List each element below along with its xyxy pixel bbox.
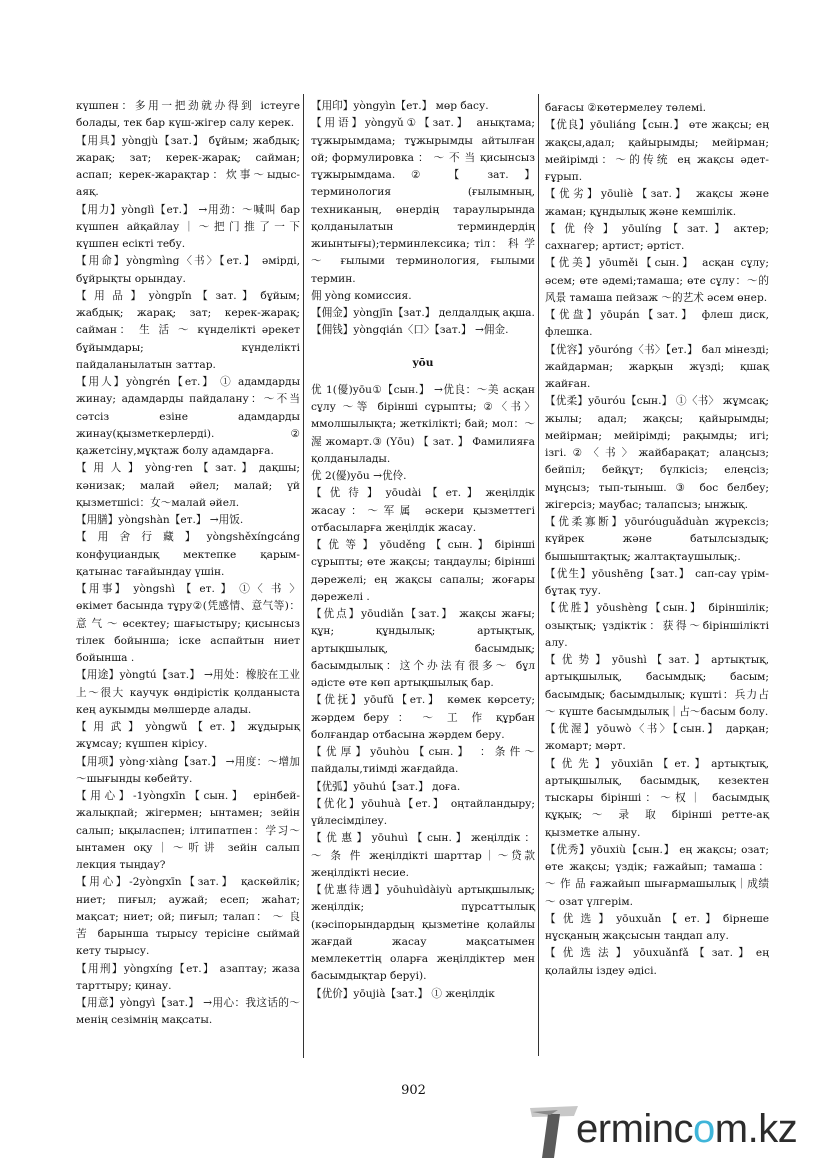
dictionary-entry: 【优劣】yōuliè【зат.】 жақсы және жаман; құндылық және кемшілік. (545, 188, 769, 218)
dictionary-entry: 【 用 武 】 yòngwǔ 【 ет. 】 жұдырық жұмсау; күшпен кірісу. (76, 721, 300, 751)
dictionary-entry: 【 优 选 】 yōuxuǎn 【 ет. 】 бірнеше нұсқаның жақсысын таңдап алу. (545, 912, 769, 942)
section-heading: yōu (412, 356, 434, 369)
dictionary-entry: 【优胜】yōushèng【сын.】 біріншілік; озықтық; үздіктік：获得～біріншілікті алу. (545, 602, 769, 649)
dictionary-entry: 【优容】yōuróng〈书〉【ет.】 бал мінезді; жайдарман; жарқын жүзді; қшақ жайған. (545, 343, 769, 390)
dictionary-entry: 【 优 伶 】 yōulíng 【 зат. 】 актер; сахнагер; артист; әртіст. (545, 222, 769, 252)
dictionary-entry: 【优生】yōushēng【зат.】 сап-сау үрім-бұтақ туу. (545, 567, 769, 597)
dictionary-entry: 【用膳】yòngshàn【ет.】 →用饭. (76, 514, 244, 526)
dictionary-entry: 【 用 舍 行 藏 】 yòngshěxíngcáng конфуциандық мектепке қарым-қатынас тағайындау үшін. (76, 531, 300, 578)
dictionary-entry: 【优美】yōuměi【сын.】 асқан сұлу; әсем; өте әдемі;тамаша; өте сұлу：～的风景 тамаша пейзаж ～的艺术 әсем өнер. (545, 257, 769, 304)
dictionary-entry: 【优弧】yōuhú【зат.】 доға. (311, 780, 461, 793)
dictionary-entry: 【用心】-2yòngxīn【зат.】 қаскөйлік; ниет; пиғыл; аужай; есеп; жаһат; мақсат; ниет; ой; пиғыл; талап： ～ 良 苦 барынша тырысу терісіне сыймай кету тырысу. (76, 876, 300, 958)
dictionary-entry: 【用途】yòngtú【зат.】 →用处：橡胶在工业上～很大 каучук өндірістік қолданыста кең аукымды мөлшерде алады. (76, 669, 300, 716)
dictionary-entry: 【 优 等 】 yōuděng 【 сын. 】 бірінші сұрыпты; өте жақсы; таңдаулы; бірінші дәрежелі; ең жақсы сапалы; жоғары дәрежелі . (311, 539, 535, 603)
dictionary-entry: 【佣钱】yòngqián〈口〉【зат.】 →佣金. (311, 324, 509, 337)
dictionary-entry: 【用力】yònglì【ет.】 →用劲：～喊叫 бар күшпен айқайлау｜～把门推了一下 күшпен есікті тебу. (76, 203, 300, 250)
dictionary-entry: 【用事】 yòngshì 【 ет. 】 ①〈 书 〉 өкімет басында тұру②(凭感情、意气等)：意 气 ～ өсектеу; шағыстыру; қисынсыз тілек бойынша; іске аспайтын ниет бойынша . (76, 583, 300, 664)
dictionary-entry: 【用项】yòng·xiàng【зат.】 →用度：～增加～шығынды көбейту. (76, 755, 300, 785)
dictionary-entry: 【优抚】yōufǔ【ет.】 көмек көрсету; жәрдем беру ： ～ 工 作 құрбан болғандар отбасына жәрдем беру. (311, 694, 535, 741)
column-right (545, 100, 769, 980)
dictionary-entry: бағасы ②көтермелеу төлемі. (545, 102, 707, 114)
logo-text: ermincom.kz (576, 1107, 798, 1151)
dictionary-entry: 【用人】yòngrén【ет.】 ① адамдарды жинау; адамдарды пайдалану：～不当 сәтсіз езіне адамдарды жинау(қызметкерлерді). ② қажетсіну,мұқтаж болу адамдарға. (76, 376, 300, 457)
dictionary-entry: 【优良】yōuliáng【сын.】 өте жақсы; ең жақсы,адал; қайырымды; мейірман; мейірімді：～的传统 ең жақсы әдет-ғұрып. (545, 119, 769, 183)
dictionary-entry: 【优点】yōudiǎn【зат.】 жақсы жағы; құн; құндылық; артықтық, артықшылық, басымдық; басымдылық：这个办法有很多～ бұл әдісте өте көп артықшылық бар. (311, 608, 535, 689)
dictionary-entry: 【 优 先 】 yōuxiān 【 ет. 】 артықтық, артықшылық, басымдық, кезектен тыскары бірінші：～权｜ басымдық құқық; ～ 录 取 бірінші ретте-ақ қызметке алыну. (545, 757, 769, 839)
dictionary-entry: 【 优 待 】 yōudài 【 ет. 】 жеңілдік жасау：～军属 әскери қызметтегі отбасыларға жеңілдік жасау. (311, 487, 535, 534)
dictionary-entry: 【 优 选 法 】 yōuxuǎnfǎ 【 зат. 】 ең қолайлы іздеу әдісі. (545, 947, 769, 977)
dictionary-entry: 【优化】yōuhuà【ет.】 оңтайландыру; үйлесімділеу. (311, 797, 535, 827)
dictionary-entry: 【用意】yòngyì【зат.】 →用心：我这话的～ менің сезімнің мақсаты. (76, 997, 300, 1027)
dictionary-entry: 【用语】yòngyǔ①【зат.】 анықтама; тұжырымдама; тұжырымды айтылған ой; формулировка ： ～ 不 当 қисынсыз тұжырымдама. ② 【 зат. 】 терминология (ғылымның, техниканың, өнердің тараулырында қолданылатын терминдердің жиынтығы);терминлексика; тіл： 科 学～ ғылыми терминология, ғылыми термин. (311, 117, 535, 285)
dictionary-entry: 【优柔寡断】yōuróuguǎduàn жүрексіз; күйрек және батылсыздық; бышыштақтық; жалтақтаушылық;. (545, 516, 769, 563)
dictionary-entry: 【用具】yòngjù【зат.】 бұйым; жабдық; жарақ; зат; керек-жарақ; сайман; аспап; керек-жарақтар：炊事～ыдыс-аяқ. (76, 134, 300, 199)
column-middle (311, 98, 535, 1003)
column-divider (303, 94, 304, 1058)
column-divider (538, 94, 539, 1056)
dictionary-entry: 【 优 势 】 yōushì 【 зат. 】 артықтық, артықшылық, басымдық; басым; басымдық; басымдылық; күшті：兵力占～ күште басымдылық｜占～басым болу. (545, 654, 769, 718)
dictionary-entry: 优 2(優)yōu →优伶. (311, 470, 407, 482)
dictionary-entry: 【用命】yòngmìng〈书〉【ет.】 әмірді, бұйрықты орындау. (76, 255, 300, 285)
dictionary-entry: 【用心】-1yòngxīn【сын.】 ерінбей-жалықпай; жігермен; ынтамен; зейін салып; ықыласпен; ілтипатпен：学习～ынтамен оқу｜～听讲 зейін салып лекция тыңдау? (76, 790, 300, 871)
dictionary-entry: 优 1(優)yōu①【сын.】 →优良：～美 асқан сұлу ～等 бірінші сұрыпты; ②〈书〉 ммолшылықта; жеткілікті; бай; мол：～渥 жомарт.③ (Yōu) 【 зат. 】 Фамилияға қолданылады. (311, 383, 535, 465)
dictionary-entry: 【优惠待遇】yōuhuìdàiyù артықшылық; жеңілдік; пұрсаттылық (кәсіпорындардың қызметіне қолайлы жағдай жасау мақсатымен мемлекеттің оларға жеңілдіктер мен басымдықтар беруі). (311, 884, 535, 983)
column-left (76, 98, 300, 1030)
dictionary-entry: 【优渥】yōuwò〈书〉【сын.】 дарқан; жомарт; мәрт. (545, 723, 769, 753)
dictionary-entry: 【优价】yōujià【зат.】 ① жеңілдік (311, 987, 495, 1000)
dictionary-entry: 【优厚】yōuhòu【сын.】 ：条件～ пайдалы,тиімді жағдайда. (311, 746, 535, 776)
dictionary-entry: 【 用 品 】 yòngpǐn 【 зат. 】 бұйым; жабдық; жарақ; зат; керек-жарақ; сайман： 生 活 ～ күнделікті әрекет бұйымдары; күнделікті пайдаланылатын заттар. (76, 289, 300, 371)
dictionary-entry: 【优秀】yōuxiù【сын.】 ең жақсы; озат; өте жақсы; үздік; ғажайып; тамаша： ～ 作 品 ғажайып шығармашылық｜成绩～ озат үлгерім. (545, 843, 769, 908)
logo-t-icon (528, 1102, 580, 1158)
dictionary-entry: 【优柔】yōuróu【сын.】 ①〈书〉 жұмсақ; жылы; адал; жақсы; қайырымды; мейірман; мейірімді; рақымды; игі; ізгі.②〈书〉жайбарақат; алаңсыз; бейпіл; бейқұт; бүлкісіз; елеңсіз; мұңсыз; тып-тыныш. ③ бос белбеу; жігерсіз; маубас; талапсыз; ынжық. (545, 395, 769, 511)
dictionary-entry: 【用刑】yòngxíng【ет.】 азаптау; жаза тарттыру; қинау. (76, 962, 300, 992)
dictionary-entry: 佣 yòng комиссия. (311, 289, 412, 302)
page-number: 902 (401, 1083, 426, 1098)
dictionary-entry: 【 优 惠 】 yōuhuì 【 сын. 】 жеңілдік ： ～ 条 件 жеңілдікті шарттар｜～贷款 жеңілдікті несие. (311, 832, 535, 879)
dictionary-entry: күшпен：多用一把劲就办得到 істеуге болады, тек бар күш-жігер салу керек. (76, 100, 300, 130)
dictionary-entry: 【优盘】yōupán【зат.】 флеш диск, флешка. (545, 309, 769, 339)
dictionary-entry: 【 用 人 】 yòng·ren 【 зат. 】 дақшы; кәнизак; малай әйел; малай; үй қызметшісі：女～малай әйел. (76, 462, 300, 509)
dictionary-entry: 【用印】yòngyìn【ет.】 мөр басу. (311, 100, 489, 112)
dictionary-entry: 【佣金】yòngjīn【зат.】 делдалдық ақша. (311, 307, 535, 319)
termincom-logo (528, 1100, 818, 1160)
